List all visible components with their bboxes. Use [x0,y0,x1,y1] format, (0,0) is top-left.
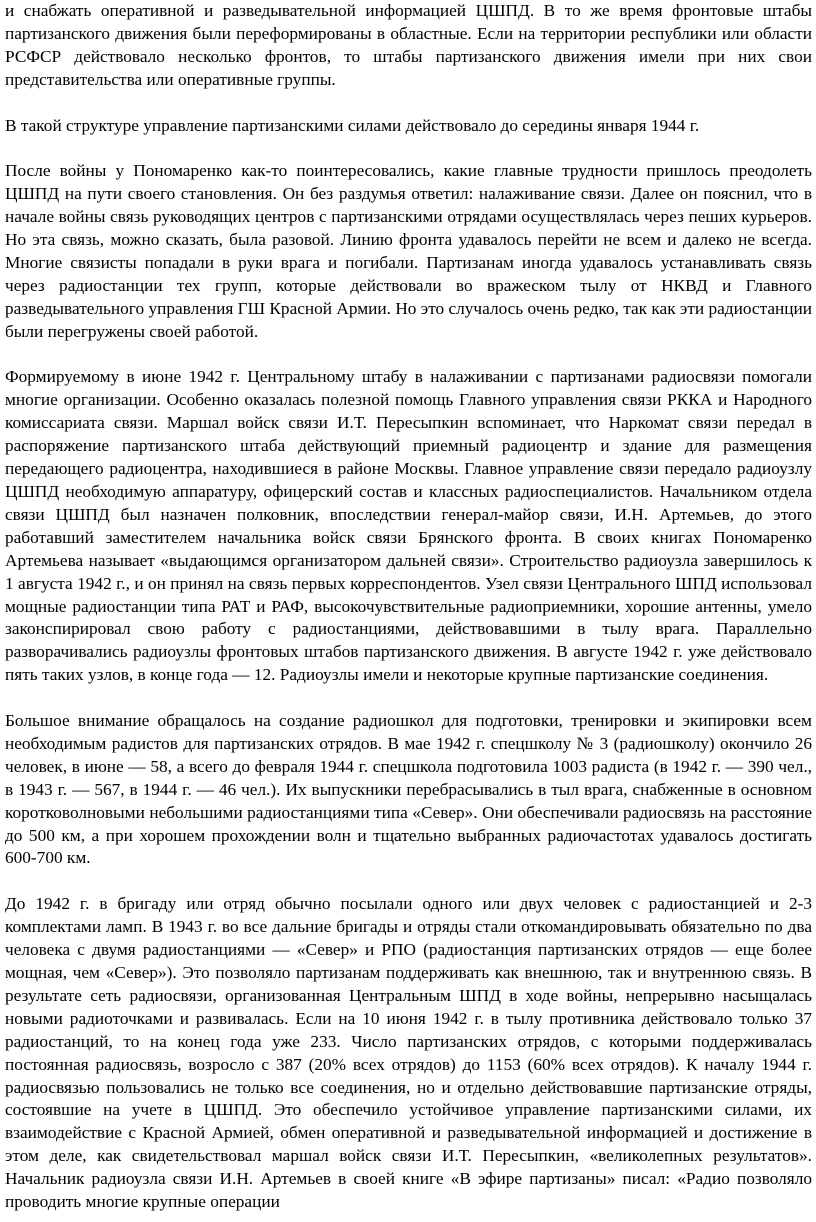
paragraph-headquarters-reorganization: и снабжать оперативной и разведывательной информацией ЦШПД. В то же время фронтовые штабы партизанского движения были переформированы в областные. Если на территории республики или области РСФСР действовало несколько фронтов, то штабы партизанского движения имели при них свои представительства или оперативные группы. [5,1,812,89]
paragraph-radio-network-growth: До 1942 г. в бригаду или отряд обычно посылали одного или двух человек с радиостанцией и 2-3 комплектами ламп. В 1943 г. во все дальние бригады и отряды стали откомандировывать обязательно по два человека с двумя радиостанциями — «Север» и РПО (радиостанция партизанских отрядов — еще более мощная, чем «Север»). Это позволяло партизанам поддерживать как внешнюю, так и внутреннюю связь. В результате сеть радиосвязи, организованная Центральным ШПД в ходе войны, непрерывно насыщалась новыми радиоточками и развивалась. Если на 10 июня 1942 г. в тылу противника действовало только 37 радиостанций, то на конец года уже 233. Число партизанских отрядов, с которыми поддерживалась постоянная радиосвязь, возросло с 387 (20% всех отрядов) до 1153 (60% всех отрядов). К началу 1944 г. радиосвязью пользовались не только все соединения, но и отдельно действовавшие партизанские отряды, состоявшие на учете в ЦШПД. Это обеспечило устойчивое управление партизанскими силами, их взаимодействие с Красной Армией, обмен оперативной и разведывательной информацией и достижение в этом деле, как свидетельствовал маршал войск связи И.Т. Пересыпкин, «великолепных результатов». Начальник радиоузла связи И.Н. Артемьев в своей книге «В эфире партизаны» писал: «Радио позволяло проводить многие крупные операции [5,894,812,1212]
paragraph-gap [5,870,812,893]
paragraph-gap [5,137,812,160]
paragraph-gap [5,687,812,710]
paragraph-radio-center-creation: Формируемому в июне 1942 г. Центральному штабу в налаживании с партизанами радиосвязи помогали многие организации. Особенно оказалась полезной помощь Главного управления связи РККА и Народного комиссариата связи. Маршал войск связи И.Т. Пересыпкин вспоминает, что Наркомат связи передал в распоряжение партизанского штаба действующий приемный радиоцентр и здание для размещения передающего радиоцентра, находившиеся в районе Москвы. Главное управление связи передало радиоузлу ЦШПД необходимую аппаратуру, офицерский состав и классных радиоспециалистов. Начальником отдела связи ЦШПД был назначен полковник, впоследствии генерал-майор связи, И.Н. Артемьев, до этого работавший заместителем начальника войск связи Брянского фронта. В своих книгах Пономаренко Артемьева называет «выдающимся организатором дальней связи». Строительство радиоузла завершилось к 1 августа 1942 г., и он принял на связь первых корреспондентов. Узел связи Центрального ШПД использовал мощные радиостанции типа РАТ и РАФ, высокочувствительные радиоприемники, хорошие антенны, умело законспирировал свою работу с радиостанциями, действовавшими в тылу врага. Параллельно разворачивались радиоузлы фронтовых штабов партизанского движения. В августе 1942 г. уже действовало пять таких узлов, в конце года — 12. Радиоузлы имели и некоторые крупные партизанские соединения. [5,367,812,685]
paragraph-gap [5,92,812,115]
paragraph-communication-difficulties: После войны у Пономаренко как-то поинтересовались, какие главные трудности пришлось преодолеть ЦШПД на пути своего становления. Он без раздумья ответил: налаживание связи. Далее он пояснил, что в начале войны связь руководящих центров с партизанскими отрядами осуществлялась через пеших курьеров. Но эта связь, можно сказать, была разовой. Линию фронта удавалось перейти не всем и далеко не всегда. Многие связисты попадали в руки врага и погибали. Партизанам иногда удавалось устанавливать связь через радиостанции тех групп, которые действовали во вражеском тылу от НКВД и Главного разведывательного управления ГШ Красной Армии. Но это случалось очень редко, так как эти радиостанции были перегружены своей работой. [5,161,812,341]
document-page [5,0,812,1214]
paragraph-gap [5,344,812,367]
paragraph-radio-schools: Большое внимание обращалось на создание радиошкол для подготовки, тренировки и экипировки всем необходимым радистов для партизанских отрядов. В мае 1942 г. спецшколу № 3 (радиошколу) окончило 26 человек, в июне — 58, а всего до февраля 1944 г. спецшкола подготовила 1003 радиста (в 1942 г. — 390 чел., в 1943 г. — 567, в 1944 г. — 46 чел.). Их выпускники перебрасывались в тыл врага, снабженные в основном коротковолновыми небольшими радиостанциями типа «Север». Они обеспечивали радиосвязь на расстояние до 500 км, а при хорошем прохождении волн и тщательно выбранных радиочастотах удавалось достигать 600-700 км. [5,711,812,868]
paragraph-structure-until-1944: В такой структуре управление партизанскими силами действовало до середины января 1944 г. [5,115,700,135]
